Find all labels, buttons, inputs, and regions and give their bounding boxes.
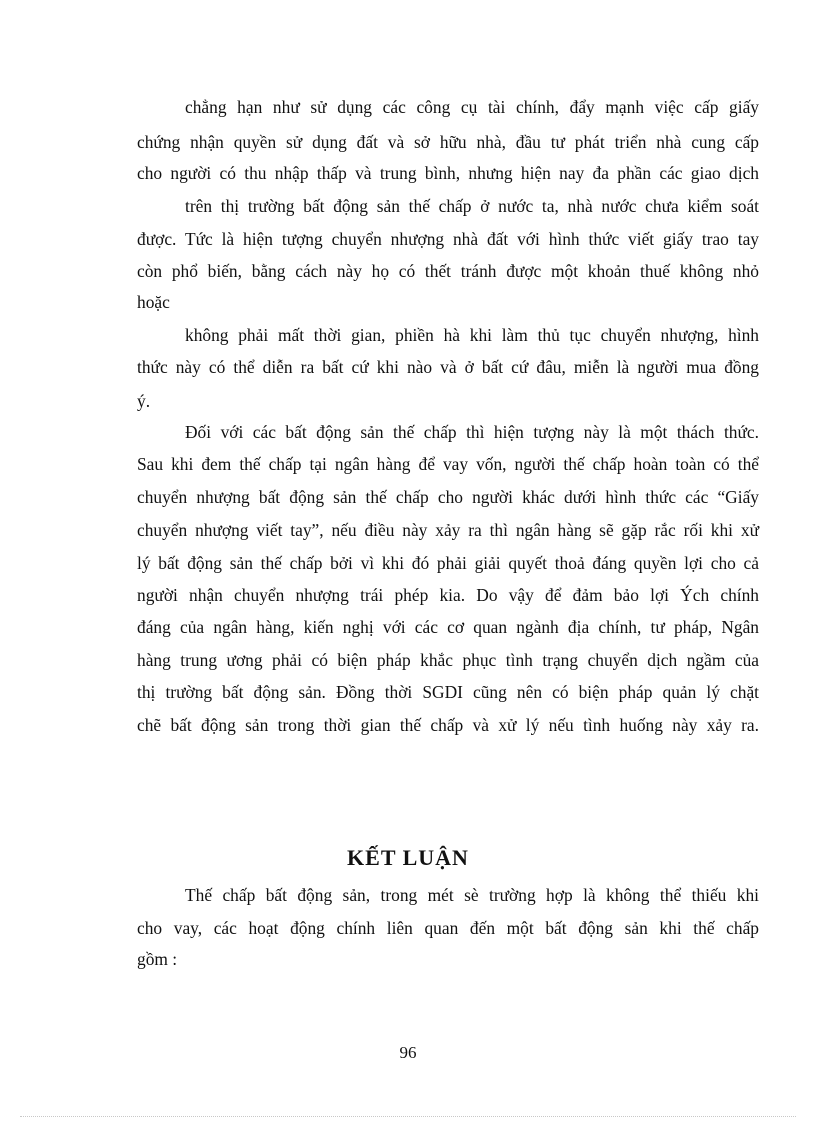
body-line: thức này có thể diễn ra bất cứ khi nào và ở bất cứ đâu, miễn là người mua đồng (137, 357, 759, 377)
body-line: người nhận chuyển nhượng trái phép kia. Do vậy để đảm bảo lợi Ých chính (137, 585, 759, 605)
page-bottom-border (20, 1116, 796, 1117)
body-line: đáng của ngân hàng, kiến nghị với các cơ quan ngành địa chính, tư pháp, Ngân (137, 617, 759, 637)
body-line: chuyển nhượng bất động sản thế chấp cho người khác dưới hình thức các “Giấy (137, 487, 759, 507)
body-line: còn phổ biến, bằng cách này họ có thết tránh được một khoản thuế không nhỏ (137, 261, 759, 281)
body-line: Thế chấp bất động sản, trong mét sè trường hợp là không thể thiếu khi (185, 885, 759, 905)
section-heading: KẾT LUẬN (347, 845, 469, 870)
body-line: chẳng hạn như sử dụng các công cụ tài chính, đẩy mạnh việc cấp giấy (185, 97, 759, 117)
body-line: lý bất động sản thế chấp bởi vì khi đó phải giải quyết thoả đáng quyền lợi cho cả (137, 553, 759, 573)
body-line: được. Tức là hiện tượng chuyển nhượng nhà đất với hình thức viết giấy trao tay (137, 229, 759, 249)
body-line: chứng nhận quyền sử dụng đất và sở hữu nhà, đầu tư phát triển nhà cung cấp (137, 132, 759, 152)
body-line: ý. (137, 391, 151, 411)
body-line: gồm : (137, 949, 178, 969)
body-line: chuyển nhượng viết tay”, nếu điều này xảy ra thì ngân hàng sẽ gặp rắc rối khi xử (137, 520, 759, 540)
body-line: Sau khi đem thế chấp tại ngân hàng để vay vốn, người thế chấp hoàn toàn có thể (137, 454, 759, 474)
body-line: chẽ bất động sản trong thời gian thế chấp và xử lý nếu tình huống này xảy ra. (137, 715, 759, 735)
body-line: cho người có thu nhập thấp và trung bình, nhưng hiện nay đa phần các giao dịch (137, 163, 759, 183)
body-line: Đối với các bất động sản thế chấp thì hiện tượng này là một thách thức. (185, 422, 759, 442)
body-line: hoặc (137, 292, 170, 312)
page-number: 96 (399, 1043, 417, 1062)
body-line: hàng trung ương phải có biện pháp khắc phục tình trạng chuyển dịch ngầm của (137, 650, 759, 670)
body-line: thị trường bất động sản. Đồng thời SGDI cũng nên có biện pháp quản lý chặt (137, 682, 759, 702)
body-line: không phải mất thời gian, phiền hà khi làm thủ tục chuyển nhượng, hình (185, 325, 759, 345)
body-line: trên thị trường bất động sản thế chấp ở nước ta, nhà nước chưa kiểm soát (185, 196, 759, 216)
body-line: cho vay, các hoạt động chính liên quan đến một bất động sản khi thế chấp (137, 918, 759, 938)
